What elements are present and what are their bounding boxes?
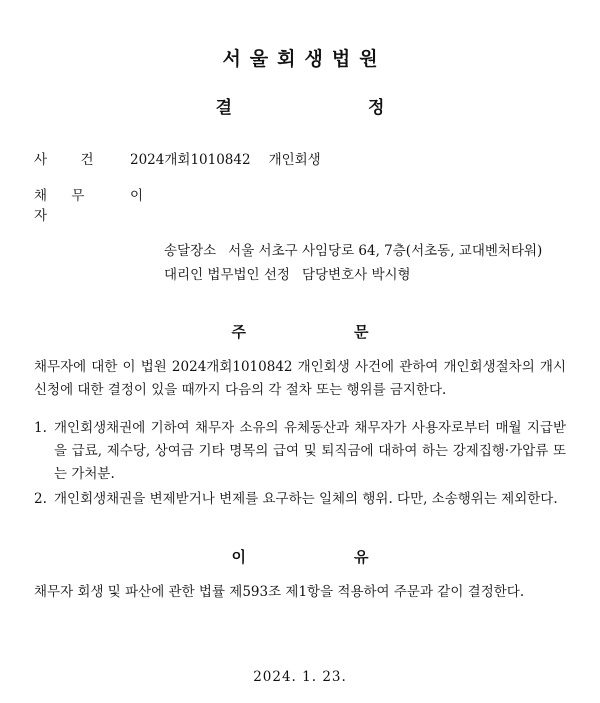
field-row-debtor — [34, 184, 566, 224]
iyu-paragraph: 채무자 회생 및 파산에 관한 법률 제593조 제1항을 적용하여 주문과 같이 결정한다. — [34, 583, 525, 600]
document-page — [0, 44, 600, 703]
representative-firm: 대리인 법무법인 선정 — [164, 266, 290, 283]
list-item-number: 2. — [34, 491, 47, 508]
section-heading-jumun: 주 문 — [231, 323, 395, 342]
section-heading-iyu: 이 유 — [231, 547, 395, 566]
service-address-block — [34, 240, 566, 287]
document-kind-title: 결 정 — [215, 98, 419, 118]
jumun-paragraph: 채무자에 대한 이 법원 2024개회1010842 개인회생 사건에 관하여 개인회생절차의 개시신청에 대한 결정이 있을 때까지 다음의 각 절차 또는 행위를 금지한다. — [34, 359, 566, 399]
field-row-case — [34, 148, 566, 168]
list-item — [34, 488, 566, 511]
representative-attorney: 담당변호사 박시형 — [301, 266, 411, 283]
list-item — [34, 417, 566, 487]
list-item-text: 개인회생채권에 기하여 채무자 소유의 유체동산과 채무자가 사용자로부터 매월 지급받을 급료, 제수당, 상여금 기타 명목의 급여 및 퇴직금에 대하여 하는 강제집행·가압류 또는 가처분. — [54, 419, 566, 483]
case-fields — [34, 148, 566, 224]
field-label-debtor: 채 무 자 — [34, 188, 95, 224]
jumun-item-list — [34, 417, 566, 512]
decision-date: 2024. 1. 23. — [253, 669, 347, 685]
case-number: 2024개회1010842 — [130, 152, 251, 168]
court-title: 서울회생법원 — [222, 48, 387, 70]
service-address-line — [164, 240, 566, 264]
field-label-case: 사 건 — [34, 152, 104, 168]
field-value-case — [130, 148, 566, 168]
service-address-value: 서울 서초구 사임당로 64, 7층(서초동, 교대벤처타워) — [228, 243, 543, 259]
representative-line — [164, 264, 566, 288]
list-item-text: 개인회생채권을 변제받거나 변제를 요구하는 일체의 행위. 다만, 소송행위는 제외한다. — [54, 491, 558, 508]
list-item-number: 1. — [34, 419, 47, 436]
case-type: 개인회생 — [268, 152, 321, 168]
field-value-debtor: 이 — [130, 188, 144, 204]
service-address-label: 송달장소 — [164, 243, 217, 259]
